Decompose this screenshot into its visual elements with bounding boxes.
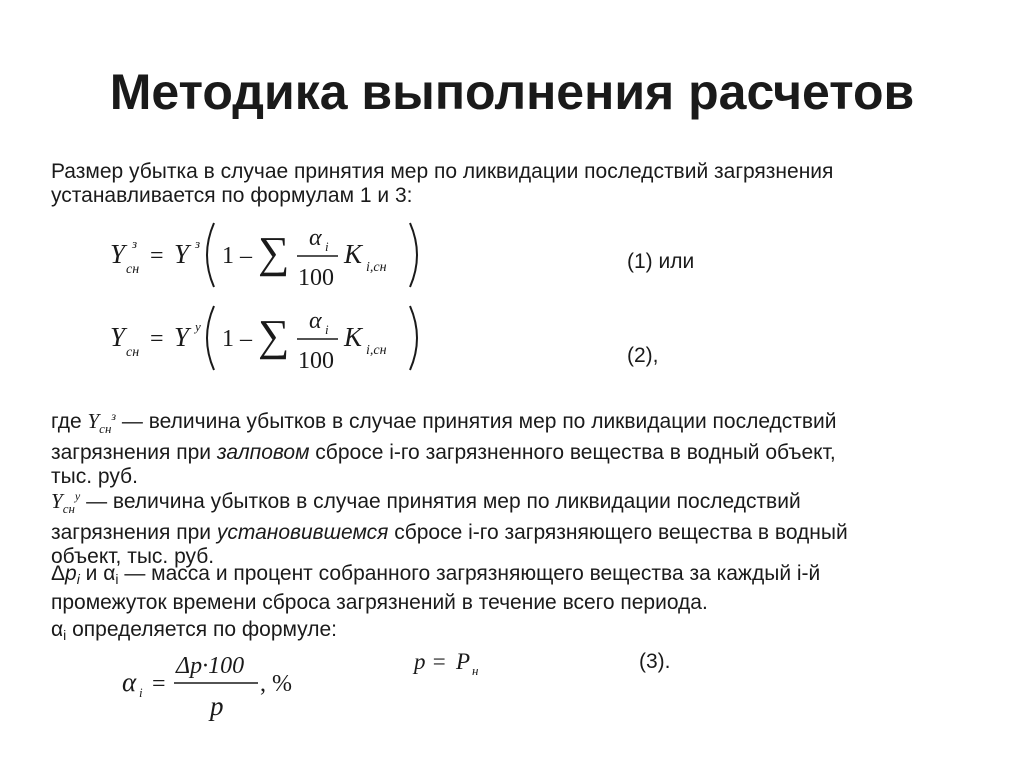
formula-3-alpha <box>118 645 318 725</box>
formula-2-label: (2), <box>627 344 659 367</box>
def3-text-a: — масса и процент собранного загрязняющего вещества за каждый i-й <box>118 562 821 585</box>
f1-alpha: α <box>309 225 322 251</box>
def1-sub: сн <box>99 421 112 436</box>
def4-alpha-sub: i <box>63 627 67 643</box>
f3-percent: , % <box>260 671 292 697</box>
def1-text-a: — величина убытков в случае принятия мер по ликвидации последствий <box>116 410 837 433</box>
f1-sup-z2: з <box>195 236 201 251</box>
definition-1 <box>51 404 981 489</box>
def1-italic: залповом <box>216 441 310 464</box>
f2-hundred: 100 <box>298 348 334 374</box>
def4-alpha: α <box>51 618 64 641</box>
f1-alpha-sub: i <box>325 239 329 254</box>
f2-var-k: K <box>344 322 363 352</box>
f1-sup-z: з <box>132 236 138 251</box>
f2-sub-sn: сн <box>126 345 140 360</box>
f3-p-sub: н <box>472 663 479 678</box>
def1-line-3: тыс. руб. <box>51 465 138 488</box>
f1-var-k: K <box>344 239 363 269</box>
f2-right-paren <box>410 306 417 370</box>
def1-text-b: загрязнения при <box>51 441 217 464</box>
def2-sub: сн <box>62 501 75 516</box>
f1-eq: = <box>150 243 164 269</box>
f3-numerator: Δp·100 <box>176 653 245 679</box>
def1-prefix: где <box>51 410 88 433</box>
f1-hundred: 100 <box>298 265 334 291</box>
def2-text-c: сбросе i-го загрязняющего вещества в водный <box>388 521 848 544</box>
f1-sum-icon: ∑ <box>258 228 290 277</box>
intro-line-2: устанавливается по формулам 1 и 3: <box>51 184 413 207</box>
formula-3-label: (3). <box>639 650 671 673</box>
def2-line-3: объект, тыс. руб. <box>51 545 215 568</box>
def1-line-1 <box>51 404 981 441</box>
def1-line-2 <box>51 441 981 465</box>
f3-eq: = <box>152 671 166 697</box>
f2-var-y2: Y <box>174 322 190 352</box>
f2-sup-u: у <box>195 319 201 334</box>
def3-p: p <box>65 562 77 585</box>
f3-alpha: α <box>122 667 137 697</box>
f2-one-minus: 1 – <box>222 326 252 352</box>
intro-line-1: Размер убытка в случае принятия мер по ликвидации последствий загрязнения <box>51 160 834 183</box>
definition-2 <box>51 484 981 569</box>
def3-and-alpha: и α <box>79 562 116 585</box>
f3-denominator: p <box>210 691 224 721</box>
def3-delta: Δ <box>51 562 66 585</box>
f2-left-paren <box>207 306 214 370</box>
f2-alpha: α <box>309 308 322 334</box>
def3-alpha-sub: i <box>115 571 119 587</box>
def4-text: определяется по формуле: <box>66 618 337 641</box>
def3-line-2: промежуток времени сброса загрязнений в течение всего периода. <box>51 591 708 614</box>
f1-var-y2: Y <box>174 239 190 269</box>
def1-var: Y <box>87 409 100 433</box>
f2-k-sub: i,сн <box>366 343 387 358</box>
def2-var: Y <box>51 489 63 513</box>
f2-eq: = <box>150 326 164 352</box>
f3-var-p: P <box>456 649 471 674</box>
f2-sum-icon: ∑ <box>258 311 290 360</box>
f1-k-sub: i,сн <box>366 260 387 275</box>
slide-title: Методика выполнения расчетов <box>109 64 915 120</box>
def2-line-2 <box>51 521 981 545</box>
def2-line-1 <box>51 484 981 521</box>
def3-line-1 <box>51 562 981 591</box>
intro-text <box>51 160 981 208</box>
formula-2 <box>104 298 434 378</box>
f1-sub-sn: сн <box>126 262 140 277</box>
def2-italic: установившемся <box>216 521 389 544</box>
definition-3 <box>51 562 981 615</box>
def1-text-c: сбросе i-го загрязненного вещества в водный объект, <box>309 441 836 464</box>
formula-3-p <box>412 642 532 682</box>
def2-sup: у <box>74 489 81 503</box>
formula-1-label: (1) или <box>627 250 695 273</box>
def1-sup: з <box>111 409 117 423</box>
def2-text-b: загрязнения при <box>51 521 217 544</box>
f1-left-paren <box>207 223 214 287</box>
f3-alpha-sub: i <box>139 685 143 700</box>
f3-p-eq: p = <box>414 649 447 674</box>
formula-1 <box>104 215 434 295</box>
f1-right-paren <box>410 223 417 287</box>
f1-var-y: Y <box>110 239 126 269</box>
f2-var-y: Y <box>110 322 126 352</box>
def2-text-a: — величина убытков в случае принятия мер по ликвидации последствий <box>80 490 801 513</box>
def3-p-sub: i <box>76 571 80 587</box>
f2-alpha-sub: i <box>325 322 329 337</box>
f1-one-minus: 1 – <box>222 243 252 269</box>
